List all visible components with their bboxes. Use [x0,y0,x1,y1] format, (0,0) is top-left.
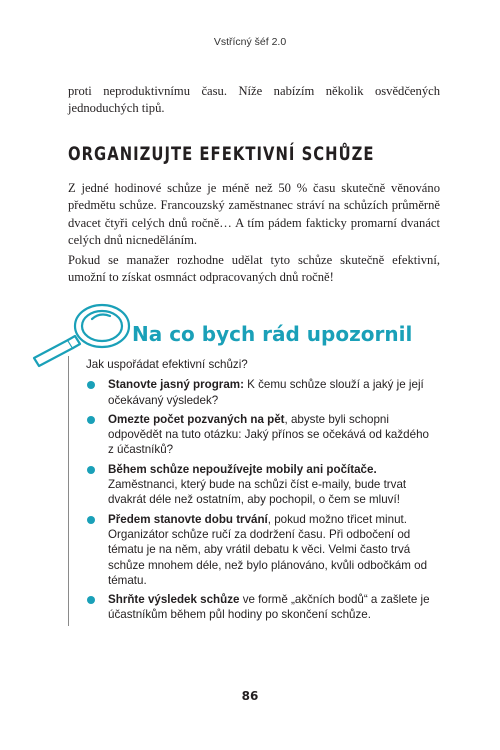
tip-text: Zaměstnanci, který bude na schůzi číst e-maily, bude trvat dvakrát déle než ostatním, aby pochopil, o čem se mluví! [108,478,407,507]
section-heading: ORGANIZUJTE EFEKTIVNÍ SCHŮZE [68,143,375,165]
tip-text: ve formě „akčních bodů“ a zašlete je účastníkům během půl hodiny po skončení schůze. [108,593,430,622]
callout-intro: Jak uspořádat efektivní schůzi? [86,358,248,371]
tip-text: , abyste byli schopni odpovědět na tuto otázku: Jaký přínos se očekává od každého z účastníků? [108,412,429,457]
tip-bold: Během schůze nepoužívejte mobily ani počítače. [108,462,377,476]
tip-text: K čemu schůze slouží a jaký je její očekávaný výsledek? [108,378,424,407]
bullet-dot-icon [87,416,95,424]
page-number: 86 [241,689,259,703]
bullet-dot-icon [87,466,95,474]
list-item [86,412,436,458]
paragraph-meeting-stats: Z jedné hodinové schůze je méně než 50 % času skutečně věnováno předmětu schůze. Francouzský zaměstnanec stráví na schůzích průměrně dvacet čtyři celých dnů ročně… A tím pádem fakticky promarní dvanáct celých dnů nicneděláním. [68,181,440,248]
callout-box [86,357,436,627]
tip-bold: Shrňte výsledek schůze [108,593,240,607]
running-header: Vstřícný šéf 2.0 [213,36,287,48]
paragraph-manager-decision: Pokud se manažer rozhodne udělat tyto schůze skutečně efektivní, umožní to získat osmnáct odpracovaných dnů ročně! [68,253,440,285]
list-item [86,512,436,588]
tip-bold: Omezte počet pozvaných na pět [108,412,285,426]
callout-title: Na co bych rád upozornil [132,322,413,346]
list-item [86,462,436,508]
bullet-dot-icon [87,381,95,389]
tips-list [86,377,436,622]
paragraph-intro: proti neproduktivnímu času. Níže nabízím několik osvědčených jednoduchých tipů. [68,84,440,116]
bullet-dot-icon [87,516,95,524]
tip-text: , pokud možno třicet minut. Organizátor schůze ručí za dodržení času. Při odbočení od tématu je na něm, aby vrátil debatu k věci. Velmi často trvá schůze mnohem déle, než bylo plánováno, kvůli odbočkám od tématu. [108,512,428,587]
list-item [86,377,436,408]
bullet-dot-icon [87,596,95,604]
callout-divider [68,356,69,626]
tip-bold: Stanovte jasný program: [108,378,244,392]
tip-bold: Předem stanovte dobu trvání [108,512,268,526]
list-item [86,592,436,623]
